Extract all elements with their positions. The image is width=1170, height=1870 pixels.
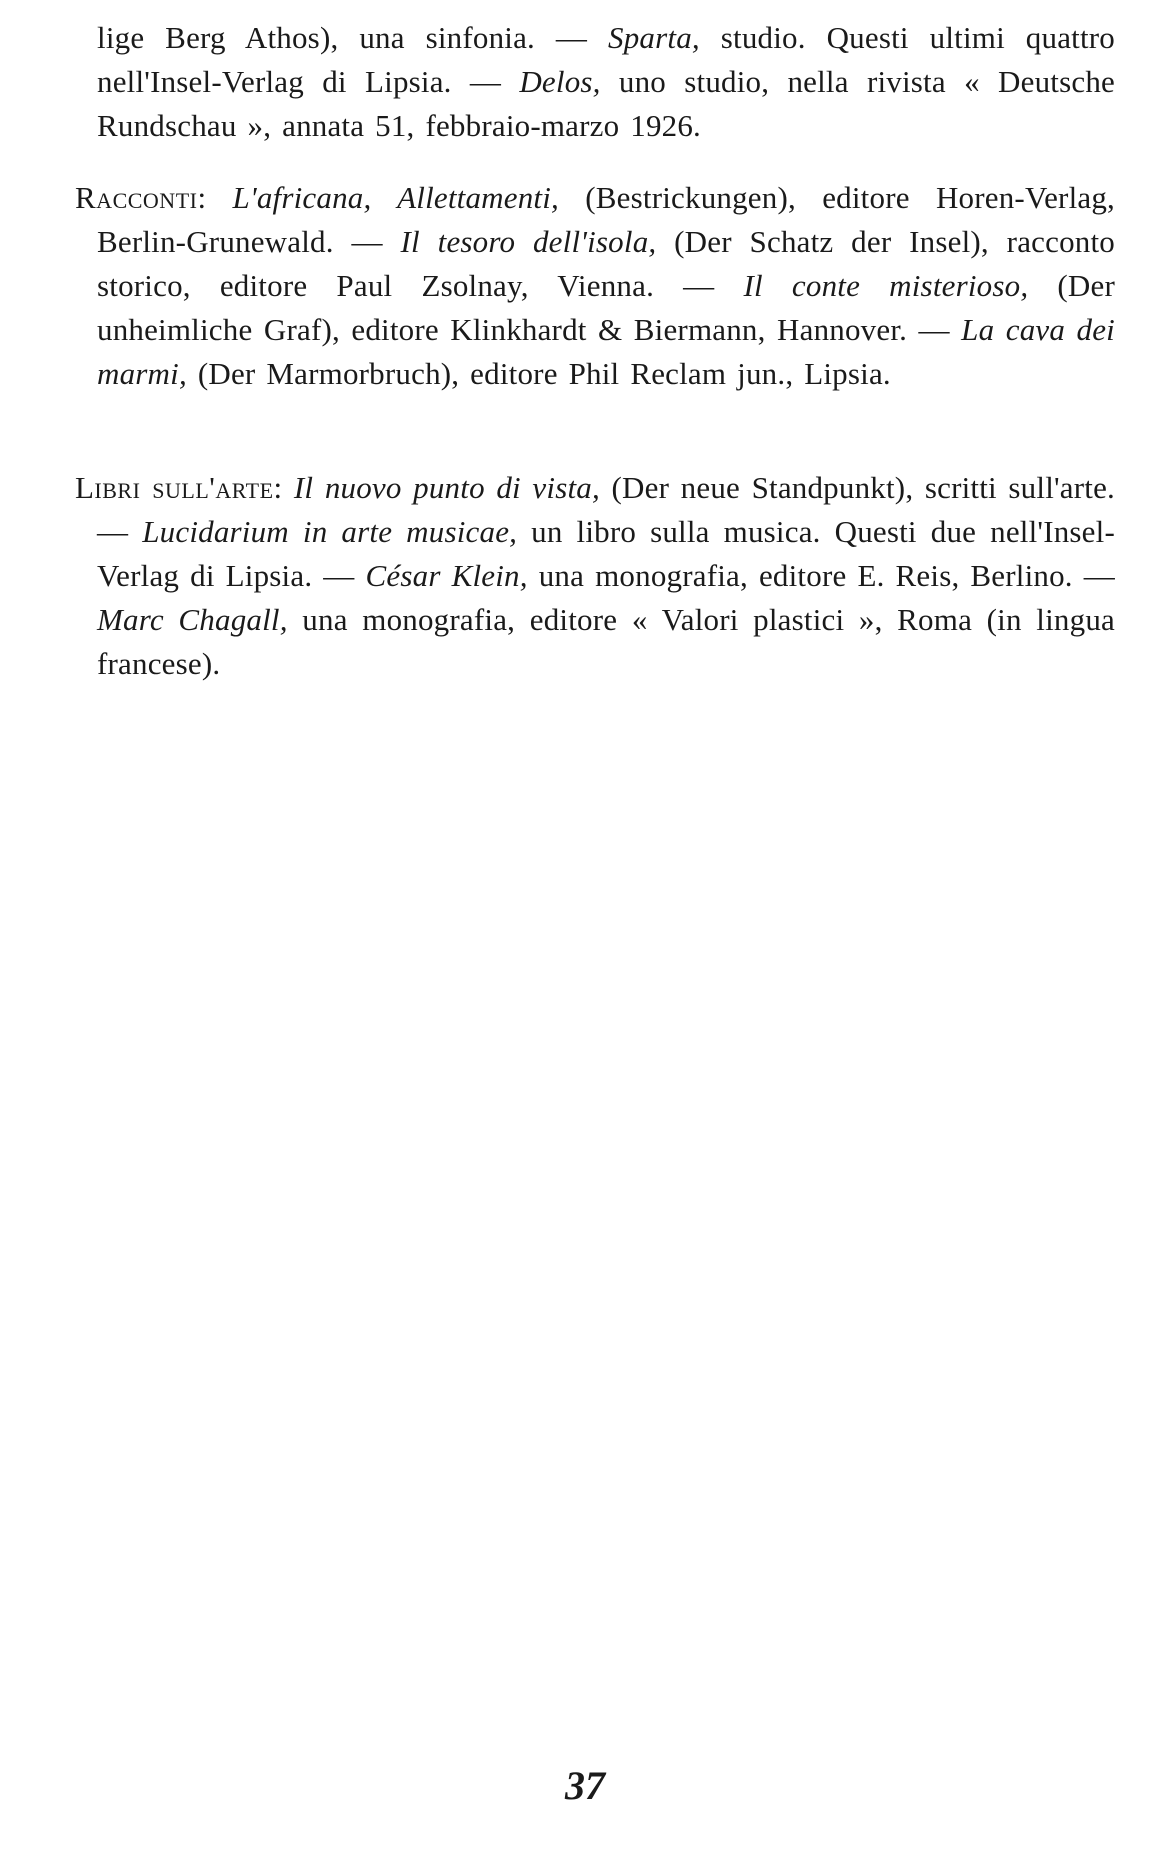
racconti-text-2: (Der Schatz der Insel), racconto storico, editore Paul Zsolnay, Vienna. — <box>97 224 1116 303</box>
libri-arte-section <box>75 466 1115 686</box>
racconti-title-2: Il tesoro dell'isola, <box>400 224 657 259</box>
libri-arte-text-1: (Der neue Standpunkt), scritti sull'arte. — <box>97 470 1115 549</box>
racconti-section <box>75 176 1115 396</box>
libri-arte-heading: Libri sull'arte <box>75 470 274 505</box>
libri-arte-title-1: Il nuovo punto di vista, <box>293 470 600 505</box>
libri-arte-text-2: un libro sulla musica. Questi due nell'Insel-Verlag di Lipsia. — <box>97 514 1115 593</box>
racconti-colon: : <box>197 180 233 215</box>
racconti-heading: Racconti <box>75 180 198 215</box>
libri-arte-title-4: Marc Chagall, <box>97 602 288 637</box>
libri-arte-colon: : <box>273 470 294 505</box>
page-number: 37 <box>565 1763 605 1808</box>
racconti-title-1: L'africana, Allettamenti, <box>232 180 559 215</box>
racconti-text-1: (Bestrickungen), editore Horen-Verlag, Berlin-Grunewald. — <box>97 180 1115 259</box>
continuation-text-3: uno studio, nella rivista « Deutsche Rundschau », annata 51, febbraio-marzo 1926. <box>97 64 1115 143</box>
title-delos: Delos, <box>519 64 601 99</box>
continuation-text-1: lige Berg Athos), una sinfonia. — <box>97 20 609 55</box>
libri-arte-text-4: una monografia, editore « Valori plastici », Roma (in lingua francese). <box>97 602 1115 681</box>
libri-arte-title-2: Lucidarium in arte musicae, <box>142 514 518 549</box>
libri-arte-text-3: una monografia, editore E. Reis, Berlino. — <box>527 558 1115 593</box>
racconti-title-3: Il conte misterioso, <box>743 268 1029 303</box>
racconti-title-4: La cava dei marmi, <box>97 312 1115 391</box>
title-sparta: Sparta, <box>608 20 700 55</box>
libri-arte-title-3: César Klein, <box>365 558 528 593</box>
continuation-text-2: studio. Questi ultimi quattro nell'Insel-Verlag di Lipsia. — <box>97 20 1115 99</box>
continuation-paragraph <box>75 16 1115 148</box>
racconti-text-4: (Der Marmorbruch), editore Phil Reclam jun., Lipsia. <box>186 356 891 391</box>
racconti-text-3: (Der unheimliche Graf), editore Klinkhardt & Biermann, Hannover. — <box>97 268 1115 347</box>
